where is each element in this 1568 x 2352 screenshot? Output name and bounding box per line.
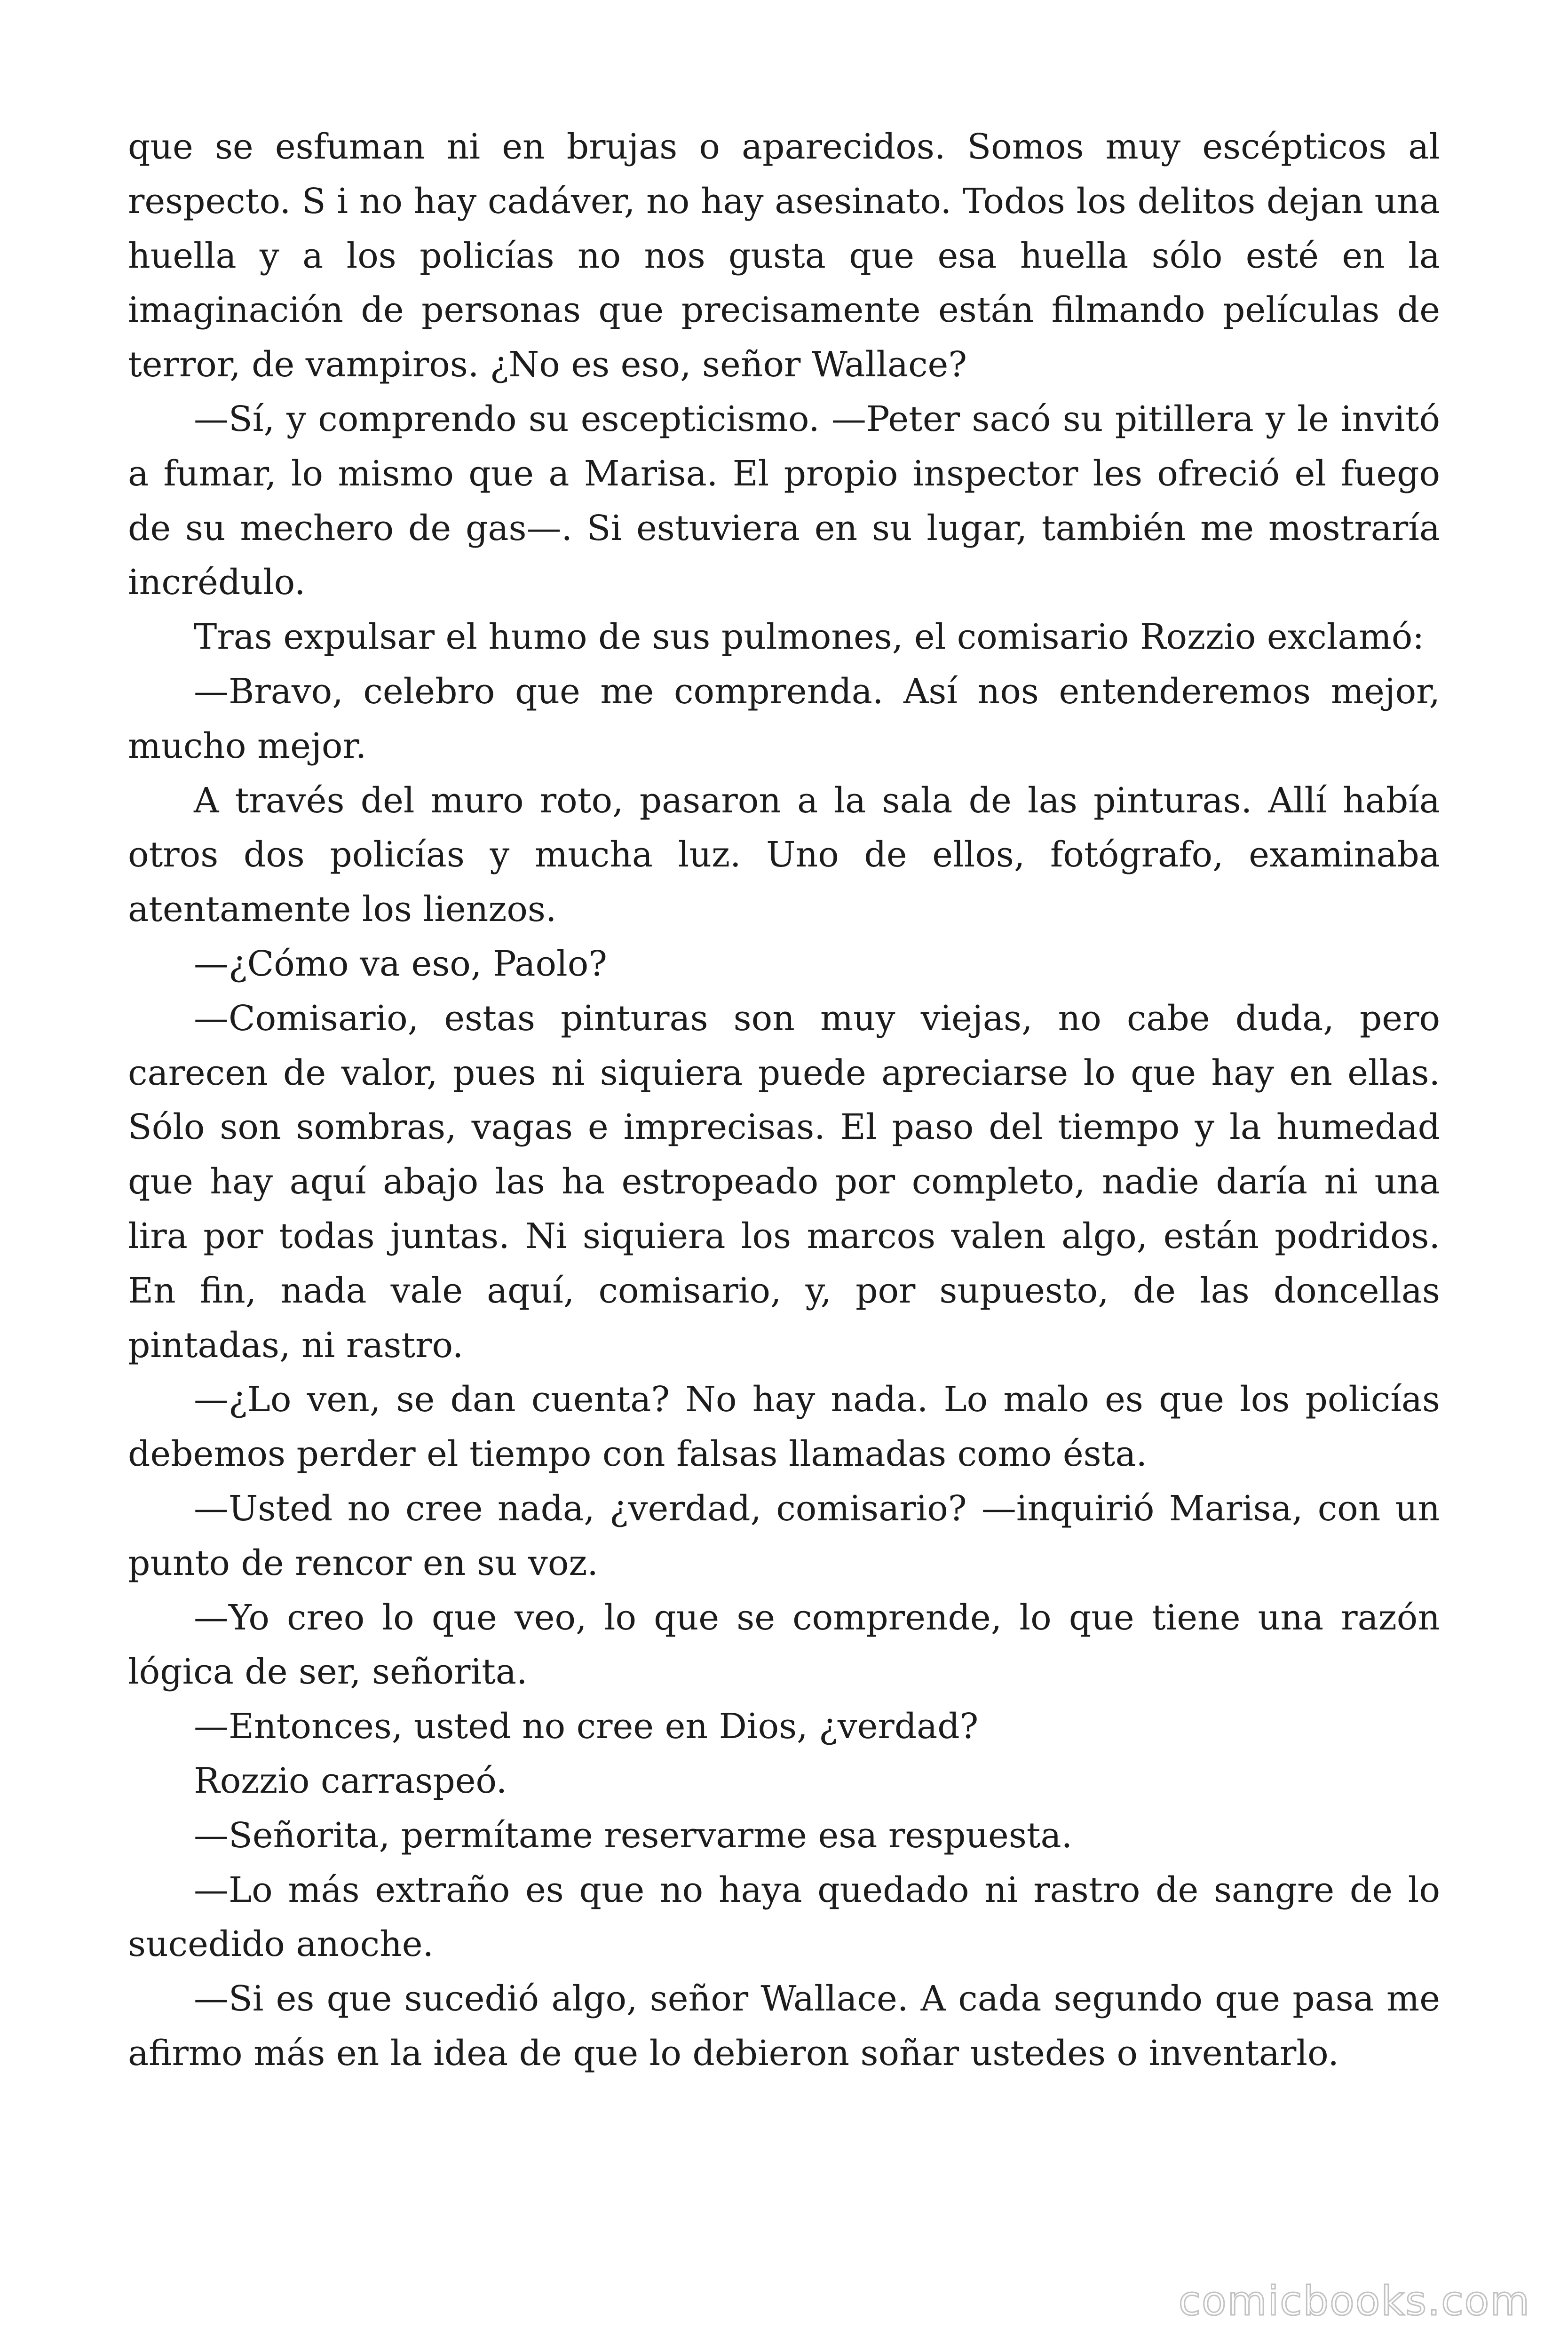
paragraph: —¿Lo ven, se dan cuenta? No hay nada. Lo malo es que los policías debemos perder el tiempo con falsas llamadas como ésta. — [128, 1379, 1440, 1475]
paragraph: —¿Cómo va eso, Paolo? — [194, 943, 607, 984]
paragraph: Rozzio carraspeó. — [194, 1760, 507, 1801]
page-body-text — [128, 120, 1440, 2081]
paragraph: —Señorita, permítame reservarme esa respuesta. — [194, 1815, 1073, 1856]
paragraph-continued: que se esfuman ni en brujas o aparecidos. Somos muy escépticos al respecto. S i no hay cadáver, no hay asesinato. Todos los delitos dejan una huella y a los policías no nos gusta que esa huella sólo esté en la imaginación de personas que precisamente están filmando películas de terror, de vampiros. ¿No es eso, señor Wallace? — [128, 127, 1440, 385]
paragraph: —Yo creo lo que veo, lo que se comprende, lo que tiene una razón lógica de ser, señorita. — [128, 1597, 1440, 1692]
paragraph: —Si es que sucedió algo, señor Wallace. A cada segundo que pasa me afirmo más en la idea de que lo debieron soñar ustedes o inventarlo. — [128, 1979, 1440, 2074]
paragraph: Tras expulsar el humo de sus pulmones, el comisario Rozzio exclamó: — [194, 617, 1425, 658]
paragraph: —Entonces, usted no cree en Dios, ¿verdad? — [194, 1706, 979, 1747]
paragraph: —Sí, y comprendo su escepticismo. —Peter sacó su pitillera y le invitó a fumar, lo mismo que a Marisa. El propio inspector les ofreció el fuego de su mechero de gas—. Si estuviera en su lugar, también me mostraría incrédulo. — [128, 398, 1440, 603]
paragraph: A través del muro roto, pasaron a la sala de las pinturas. Allí había otros dos policías y mucha luz. Uno de ellos, fotógrafo, examinaba atentamente los lienzos. — [128, 780, 1440, 930]
paragraph: —Usted no cree nada, ¿verdad, comisario? —inquirió Marisa, con un punto de rencor en su voz. — [128, 1488, 1440, 1583]
watermark: comicbooks.com — [1178, 2278, 1530, 2325]
paragraph: —Bravo, celebro que me comprenda. Así nos entenderemos mejor, mucho mejor. — [128, 671, 1440, 766]
paragraph: —Comisario, estas pinturas son muy viejas, no cabe duda, pero carecen de valor, pues ni siquiera puede apreciarse lo que hay en ellas. Sólo son sombras, vagas e imprecisas. El paso del tiempo y la humedad que hay aquí abajo las ha estropeado por completo, nadie daría ni una lira por todas juntas. Ni siquiera los marcos valen algo, están podridos. En fin, nada vale aquí, comisario, y, por supuesto, de las doncellas pintadas, ni rastro. — [128, 998, 1440, 1366]
paragraph: —Lo más extraño es que no haya quedado ni rastro de sangre de lo sucedido anoche. — [128, 1869, 1440, 1965]
